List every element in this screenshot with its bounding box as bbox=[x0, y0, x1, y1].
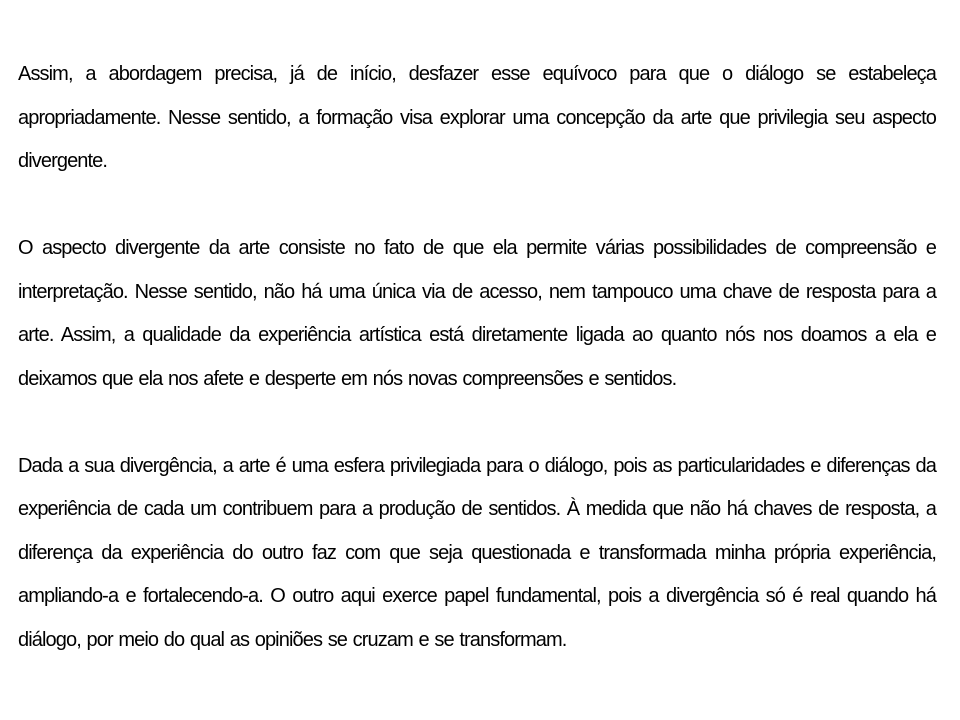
text-body bbox=[18, 53, 936, 662]
paragraph-2: O aspecto divergente da arte consiste no fato de que ela permite várias possibilidades de compreensão e interpretação. Nesse sentido, não há uma única via de acesso, nem tampouco uma chave de resposta para a arte. Assim, a qualidade da experiência artística está diretamente ligada ao quanto nós nos doamos a ela e deixamos que ela nos afete e desperte em nós novas compreensões e sentidos. bbox=[18, 237, 936, 390]
paragraph-3: Dada a sua divergência, a arte é uma esfera privilegiada para o diálogo, pois as particularidades e diferenças da experiência de cada um contribuem para a produção de sentidos. À medida que não há chaves de resposta, a diferença da experiência do outro faz com que seja questionada e transformada minha própria experiência, ampliando-a e fortalecendo-a. O outro aqui exerce papel fundamental, pois a divergência só é real quando há diálogo, por meio do qual as opiniões se cruzam e se transformam. bbox=[18, 454, 936, 651]
paragraph-1: Assim, a abordagem precisa, já de início, desfazer esse equívoco para que o diálogo se estabeleça apropriadamente. Nesse sentido, a formação visa explorar uma concepção da arte que privilegia seu aspecto divergente. bbox=[18, 63, 936, 172]
